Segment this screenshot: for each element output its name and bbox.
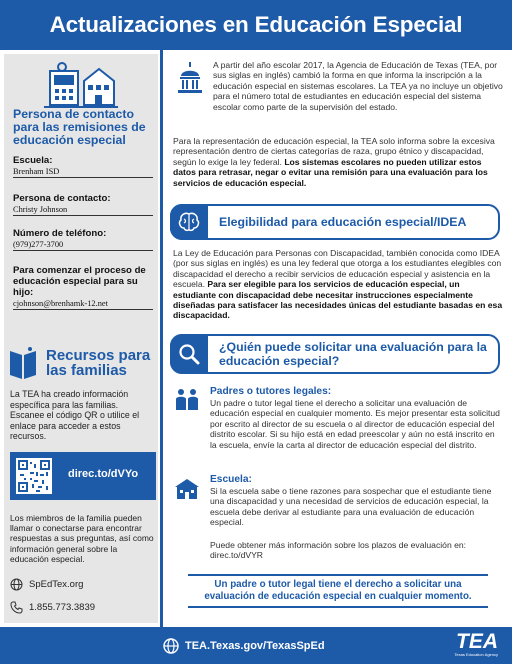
parents-text: Un padre o tutor legal tiene el derecho a solicitar una evaluación de educación especial en cualquier momento. Es mejor presentar esta solicitud por escrito al director de su escuela o al director de educación especial del distrito escolar. Si su hijo está en edad preescolar y aún no está inscrito en la escuela, envíe la carta al director de educación especial del distrito. [210,398,500,450]
page-footer [0,627,512,664]
phone-field [13,228,153,251]
email-value: cjohnson@brenhamk-12.net [13,298,153,310]
website-line[interactable] [10,578,83,591]
eligibility-banner [170,204,500,240]
globe-icon [10,578,23,591]
resources-link[interactable]: direc.to/dVYo [68,468,139,480]
phone-value: (979)277-3700 [13,239,153,251]
tea-logo-word: TEA [456,630,498,653]
parents-heading: Padres o tutores legales: [210,386,332,397]
website-text[interactable]: SpEdTex.org [29,579,84,590]
qr-code-icon [18,460,50,492]
qr-link-box[interactable] [10,452,156,500]
resources-panel [4,342,158,623]
representation-text: Para la representación de educación especial, la TEA solo informa sobre la excesiva representación dentro de ciertas categorías de raza, grupo étnico y discapacidad, según lo exige la ley federal. [173,136,495,167]
search-icon-box [170,334,208,374]
email-label: Para comenzar el proceso de educación especial para su hijo: [13,265,146,298]
main-content [163,50,512,627]
phone-label: Número de teléfono: [13,228,107,239]
contact-person-value: Christy Johnson [13,204,153,216]
tea-logo-subtitle: Texas Education Agency [454,652,498,657]
tea-logo [436,631,498,660]
school-field [13,155,153,178]
who-banner [170,334,500,374]
intro-paragraph: A partir del año escolar 2017, la Agencia de Educación de Texas (TEA, por sus siglas en inglés) cambió la forma en que informa la inscripción a la educación especial en sistemas escolares. La TEA ya no incluye un objetivo para el número total de estudiantes en educación especial del sistema escolar como parte de la supervisión del estado. [213,60,503,112]
family-help-text: Los miembros de la familia pueden llamar o conectarse para encontrar respuestas a sus preguntas, así como información general sobre la educación especial. [10,513,154,564]
page-title: Actualizaciones en Educación Especial [49,12,463,37]
phone-line[interactable] [10,601,95,614]
contact-referral-icon [44,61,118,109]
eligibility-title: Elegibilidad para educación especial/IDEA [219,215,467,229]
footer-link-text[interactable]: TEA.Texas.gov/TexasSpEd [185,639,325,652]
contact-title: Persona de contacto para las remisiones de educación especial [13,107,146,147]
sidebar [0,50,163,627]
contact-person-label: Persona de contacto: [13,193,111,204]
more-info-text: Puede obtener más información sobre los plazos de evaluación en: direc.to/dVYR [210,540,467,561]
contact-panel [4,54,158,380]
who-title: ¿Quién puede solicitar una evaluación para la educación especial? [219,340,487,368]
brain-icon [178,212,200,232]
parents-icon [173,388,201,412]
footer-link[interactable] [163,627,325,664]
brain-icon-box [170,204,208,240]
capitol-icon [175,62,205,96]
phone-number-text[interactable]: 1.855.773.3839 [29,602,96,613]
school-text: Si la escuela sabe o tiene razones para sospechar que el estudiante tiene una discapacidad y una necesidad de servicios de educación especial, la escuela debe derivar al estudiante para una evaluación de educación especial. [210,486,492,528]
school-icon [173,477,201,501]
page-header [0,0,512,50]
qr-code[interactable] [16,458,52,494]
representation-paragraph [173,136,504,188]
representation-bold: Los sistemas escolares no pueden utilizar estos datos para retrasar, negar o evitar una remisión para una evaluación para los servicios de educación especial. [173,156,488,188]
search-icon [178,343,200,365]
phone-icon [10,601,23,614]
globe-icon [163,638,179,654]
quote-callout: Un padre o tutor legal tiene el derecho a solicitar una evaluación de educación especial en cualquier momento. [204,579,472,602]
idea-paragraph [173,248,504,321]
email-field [13,265,153,310]
school-label: Escuela: [13,155,53,166]
idea-bold: Para ser elegible para los servicios de educación especial, un estudiante con discapacidad debe necesitar instrucciones especialmente diseñadas para satisfacer las necesidades únicas del estudiante basadas en esa discapacidad. [173,279,503,321]
idea-text: La Ley de Educación para Personas con Discapacidad, también conocida como IDEA (por sus siglas en inglés) es una ley federal que otorga a los estudiantes elegibles con discapacidad el derecho a recibir servicios de educación especial y asistencia en la escuela. [173,248,502,290]
school-heading: Escuela: [210,474,252,485]
school-value: Brenham ISD [13,166,153,178]
resources-title: Recursos para las familias [46,347,151,379]
book-icon [8,347,38,381]
quote-top-rule [188,574,488,576]
resources-description: La TEA ha creado información específica para las familias. Escanee el código QR o utilice el enlace para acceder a estos recursos. [10,389,140,442]
quote-bottom-rule [188,606,488,608]
contact-person-field [13,193,153,216]
